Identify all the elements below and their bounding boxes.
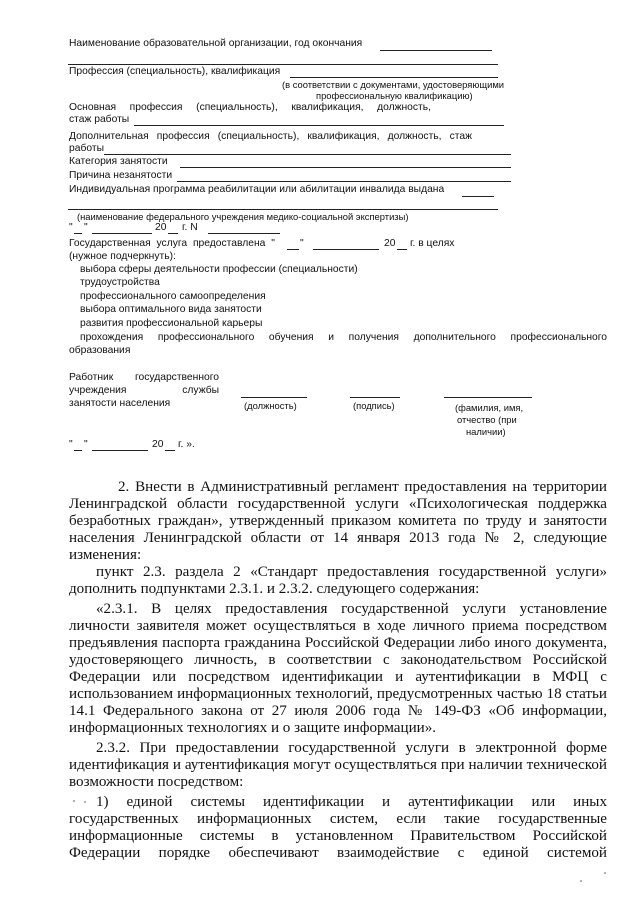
subpoint-231-line: личности заявителя может осуществляться в ходе личного приема посредством (69, 618, 607, 634)
date-quote-close: " (84, 222, 88, 233)
main-prof-field-line (134, 125, 504, 126)
fio-caption-2: отчество (при (457, 414, 517, 425)
service-month-line (313, 249, 379, 250)
worker-label-1: Работник государственного (69, 372, 219, 383)
scan-speck (580, 880, 582, 882)
purpose-item: выбора оптимального вида занятости (80, 304, 262, 315)
msa-note: (наименование федерального учреждения медико-социальной экспертизы) (77, 211, 409, 222)
subpoint-232-line: возможности посредством: (69, 774, 244, 790)
date-quote-open: " (69, 222, 73, 233)
date-year-line (168, 233, 178, 234)
service-year-line (397, 249, 407, 250)
date-line (69, 222, 73, 235)
scan-speck (84, 801, 86, 803)
purpose-item: прохождения профессионального обучения и получения дополнительного профессионального (80, 332, 607, 343)
org-field-line-2 (68, 64, 498, 65)
add-prof-field-line (104, 154, 511, 155)
worker-label-3: занятости населения (69, 398, 171, 409)
scan-speck (604, 872, 606, 874)
subpoint-231-line: 14.1 Федерального закона от 27 июля 2006 года № 149-ФЗ «Об информации, (69, 703, 607, 719)
reason-field-line (177, 181, 511, 182)
main-prof-line-2: стаж работы (69, 114, 130, 125)
fio-line (444, 397, 532, 398)
reason-label: Причина незанятости (69, 170, 173, 181)
add-prof-line-1: Дополнительная профессия (специальность), квалификация, должность, стаж (69, 131, 472, 142)
end-quote-open: " (69, 439, 73, 450)
ipra-label: Индивидуальная программа реабилитации или абилитации инвалида выдана (69, 184, 445, 195)
subpoint-232-line: идентификация и аутентификация могут осуществляться при наличии технической (69, 757, 607, 773)
end-day-line (74, 450, 82, 451)
subpoint-231-line: предъявления паспорта гражданина Российской Федерации либо иного документа, (69, 635, 607, 651)
end-year-line (165, 450, 175, 451)
subpoint-231-line: «2.3.1. В целях предоставления государственной услуги установление (96, 601, 607, 617)
scan-speck (73, 800, 75, 802)
purpose-item: развития профессиональной карьеры (80, 318, 263, 329)
date-month-line (92, 233, 152, 234)
category-label: Категория занятости (69, 156, 168, 167)
purpose-item-cont: образования (69, 345, 131, 356)
service-day-line (287, 249, 299, 250)
date-day-line (74, 233, 82, 234)
subpoint-232-line: 2.3.2. При предоставлении государственной услуги в электронной форме (96, 740, 607, 756)
subpoint-231-line: информационных технологиях и о защите информации». (69, 720, 437, 736)
prof-field-line (290, 77, 498, 78)
worker-label-2: учреждения службы (69, 385, 219, 396)
service-quote-close: " (300, 238, 304, 249)
service-purpose-label: г. в целях (410, 238, 455, 249)
main-prof-line-1: Основная профессия (специальность), квалификация, должность, (69, 102, 431, 113)
prof-note-1: (в соответствии с документами, удостоверяющими (282, 79, 505, 90)
paragraph-2-line: 2. Внести в Административный регламент предоставления на территории (118, 479, 607, 495)
position-caption: (должность) (244, 400, 297, 411)
signature-caption: (подпись) (353, 400, 395, 411)
item-1-line: Федерации порядке обеспечивают взаимодействие с единой системой (69, 845, 607, 861)
paragraph-2-line: Ленинградской области государственной услуги «Психологическая поддержка (69, 496, 607, 512)
underline-note: (нужное подчеркнуть): (69, 251, 176, 262)
org-field-line (380, 50, 492, 51)
org-label: Наименование образовательной организации, год окончания (69, 38, 363, 49)
position-line (241, 397, 307, 398)
end-suffix: г. ». (178, 439, 195, 450)
end-quote-close: " (84, 439, 88, 450)
paragraph-2-line: безработных граждан», утвержденный приказом комитета по труду и занятости (69, 513, 607, 529)
purpose-item: профессионального самоопределения (80, 291, 266, 302)
paragraph-2-line: изменения: (69, 547, 142, 563)
fio-caption-3: наличии) (466, 426, 506, 437)
prof-label: Профессия (специальность), квалификация (69, 66, 281, 77)
item-1-line: информационные системы в установленном Правительством Российской (69, 828, 607, 844)
purpose-item: выбора сферы деятельности профессии (специальности) (80, 264, 358, 275)
subpoint-231-line: удостоверяющего личность, в соответствии с законодательством Российской (69, 652, 607, 668)
item-1-line: 1) единой системы идентификации и аутентификации или иных (96, 794, 607, 810)
end-month-line (92, 450, 148, 451)
purpose-item: трудоустройства (80, 277, 160, 288)
date-number-line (208, 233, 280, 234)
msa-field-line (68, 209, 498, 210)
add-prof-line-2: работы (69, 143, 104, 154)
category-field-line (180, 167, 511, 168)
subpoint-231-line: Федерации или посредством идентификации и аутентификации в МФЦ с (69, 669, 607, 685)
signature-line (350, 397, 400, 398)
point-line: пункт 2.3. раздела 2 «Стандарт предоставления государственной услуги» (96, 564, 607, 580)
fio-caption-1: (фамилия, имя, (455, 402, 524, 413)
point-line: дополнить подпунктами 2.3.1. и 2.3.2. следующего содержания: (69, 581, 480, 597)
service-label: Государственная услуга предоставлена " (69, 238, 275, 249)
end-year: 20 (152, 439, 164, 450)
item-1-line: государственных информационных систем, если такие государственные (69, 811, 607, 827)
date-number-label: г. N (182, 222, 198, 233)
service-year: 20 (384, 238, 396, 249)
ipra-field-line (462, 196, 494, 197)
subpoint-231-line: использованием информационных технологий, предусмотренных частью 18 статьи (69, 686, 607, 702)
paragraph-2-line: населения Ленинградской области от 14 января 2013 года № 2, следующие (69, 530, 607, 546)
date-year: 20 (155, 222, 167, 233)
prof-note-2: профессиональную квалификацию) (316, 90, 473, 101)
